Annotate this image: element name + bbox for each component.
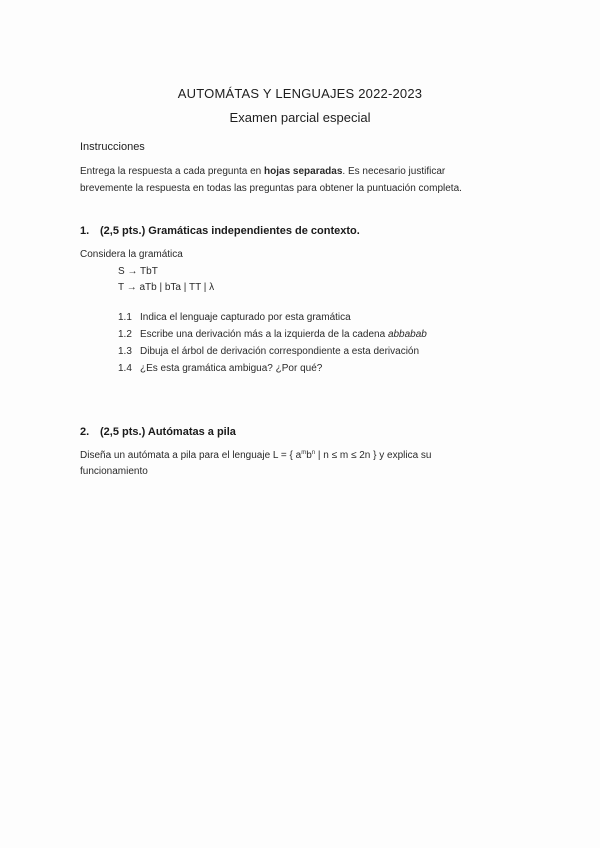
- question-1-heading: (2,5 pts.) Gramáticas independientes de contexto.: [100, 225, 360, 237]
- question-2-heading: (2,5 pts.) Autómatas a pila: [100, 426, 236, 438]
- question-2-title: [80, 426, 236, 438]
- question-2-line-1-suffix: | n ≤ m ≤ 2n } y explica su: [315, 450, 432, 461]
- question-1-item-number: 1.1: [118, 312, 132, 323]
- target-string: abbabab: [387, 329, 427, 340]
- instructions-line-2: brevemente la respuesta en todas las preguntas para obtener la puntuación completa.: [80, 183, 462, 194]
- exponent-m: m: [301, 450, 307, 456]
- question-2-line-2: funcionamiento: [80, 466, 148, 477]
- instructions-emphasis: hojas separadas: [264, 166, 343, 177]
- question-1-item: [118, 329, 427, 340]
- exam-title: AUTOMÁTAS Y LENGUAJES 2022-2023: [177, 86, 423, 101]
- question-1-item-text: Indica el lenguaje capturado por esta gramática: [140, 312, 351, 323]
- question-2-number: 2.: [80, 426, 90, 438]
- question-1-item-text: Escribe una derivación más a la izquierda de la cadena: [140, 329, 388, 340]
- instructions-line-1: [80, 163, 445, 180]
- question-1-title: [80, 225, 360, 237]
- exam-subtitle: Examen parcial especial: [229, 110, 371, 125]
- instructions-line-1-prefix: Entrega la respuesta a cada pregunta en: [80, 166, 265, 177]
- question-1-item-number: 1.3: [118, 346, 132, 357]
- instructions-heading: Instrucciones: [80, 141, 145, 153]
- question-1-intro: Considera la gramática: [80, 249, 183, 260]
- question-1-item: [118, 346, 419, 357]
- question-2-line-1-prefix: Diseña un autómata a pila para el lenguaje L = { a: [80, 450, 302, 461]
- question-1-number: 1.: [80, 225, 90, 237]
- grammar-rule-2: T → aTb | bTa | TT | λ: [118, 282, 215, 293]
- exponent-n: n: [311, 450, 316, 456]
- symbol-b: b: [306, 450, 312, 461]
- grammar-rule-1: S → TbT: [118, 266, 158, 277]
- instructions-line-1-suffix: . Es necesario justificar: [342, 166, 446, 177]
- question-1-item: [118, 312, 351, 323]
- question-1-item-number: 1.4: [118, 363, 132, 374]
- question-1-item-text: ¿Es esta gramática ambigua? ¿Por qué?: [140, 363, 323, 374]
- question-2-line-1: [80, 450, 432, 461]
- question-1-item: [118, 363, 322, 374]
- question-1-item-text: Dibuja el árbol de derivación correspondiente a esta derivación: [140, 346, 420, 357]
- question-1-item-number: 1.2: [118, 329, 132, 340]
